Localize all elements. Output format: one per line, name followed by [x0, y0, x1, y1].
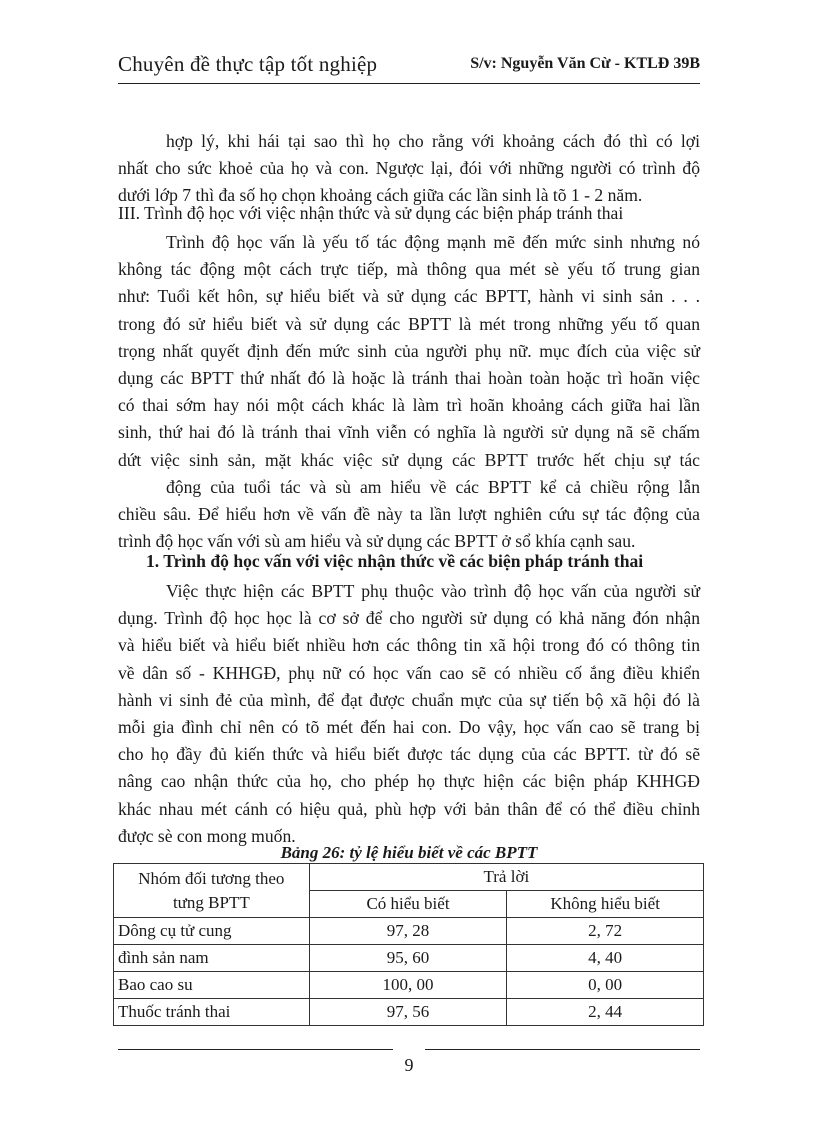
- method-name-cell: Thuốc tránh thai: [114, 999, 310, 1026]
- answer-header-cell: Trả lời: [309, 864, 703, 891]
- text-line: trọng nhất quyết định đến mức sinh của người phụ nữ. mục đích của việc sử: [118, 340, 700, 361]
- document-title: Chuyên đề thực tập tốt nghiệp: [118, 52, 378, 76]
- section-1-heading: 1. Trình độ học vấn với việc nhận thức về các biện pháp tránh thai: [146, 551, 644, 571]
- table-caption: Bảng 26: tỷ lệ hiểu biết về các BPTT: [280, 843, 538, 862]
- paragraph-1: [118, 128, 700, 210]
- text-line: trình độ học vấn với sù am hiểu và sử dụng các BPTT ở sổ khía cạnh sau.: [118, 531, 636, 552]
- method-name-cell: Bao cao su: [114, 972, 310, 999]
- text-line: chiều sâu. Để hiểu hơn về vấn đề này ta lần lượt nghiên cứu sự tác động của: [118, 503, 700, 524]
- unknown-value-cell: 4, 40: [507, 945, 704, 972]
- group-header-line: Nhóm đối tương theo: [138, 868, 285, 888]
- text-line: dưới lớp 7 thì đa số họ chọn khoảng cách giữa các lần sinh là tõ 1 - 2 năm.: [118, 185, 643, 206]
- page-header: [118, 52, 700, 82]
- text-line: như: Tuổi kết hôn, sự hiểu biết và sử dụng các BPTT, hành vi sinh sản . . .: [118, 286, 700, 307]
- table-row: [114, 972, 704, 999]
- text-line: hành vi sinh đẻ của mình, để đạt được chuẩn mực của sự tiến bộ xã hội đó là: [118, 689, 700, 710]
- header-divider: [118, 83, 700, 84]
- text-line: cho họ đầy đủ kiến thức và hiểu biết được tác dụng của các BPTT. từ đó sẽ: [118, 744, 700, 765]
- text-line: và hiểu biết và hiểu biết nhiều hơn các thông tin xã hội trong đó có thông tin: [118, 635, 700, 656]
- text-line: trong đó sử hiểu biết và sử dụng các BPTT là mét trong những yếu tố quan: [118, 313, 700, 334]
- text-line: dụng các BPTT thứ nhất đó là hoặc là tránh thai hoàn toàn hoặc trì hoãn việc: [118, 367, 700, 388]
- unknown-value-cell: 2, 44: [507, 999, 704, 1026]
- known-header-cell: Có hiểu biết: [309, 891, 507, 918]
- table-row: [114, 945, 704, 972]
- unknown-value-cell: 0, 00: [507, 972, 704, 999]
- table-row: [114, 999, 704, 1026]
- text-line: hợp lý, khi hái tại sao thì họ cho rằng với khoảng cách đó thì có lợi: [166, 131, 700, 151]
- section-iii-heading: III. Trình độ học với việc nhận thức và sử dụng các biện pháp tránh thai: [118, 203, 624, 223]
- text-line: mỗi gia đình chỉ nên có tõ mét đến hai con. Do vậy, học vấn cao sẽ trang bị: [118, 716, 700, 737]
- unknown-header-cell: Không hiểu biết: [507, 891, 704, 918]
- known-value-cell: 97, 56: [309, 999, 507, 1026]
- method-name-cell: Dông cụ tử cung: [114, 918, 310, 945]
- group-header-line: tưng BPTT: [172, 892, 250, 912]
- author-label: S/v: Nguyễn Văn Cừ - KTLĐ 39B: [470, 55, 700, 72]
- known-value-cell: 100, 00: [309, 972, 507, 999]
- text-line: về dân số - KHHGĐ, phụ nữ có học vấn cao sẽ có nhiều cố ắng điều khiển: [118, 662, 700, 683]
- text-line: không tác động một cách trực tiếp, mà thông qua mét sè yếu tố trung gian: [118, 259, 700, 280]
- text-line: Trình độ học vấn là yếu tố tác động mạnh mẽ đến mức sinh nhưng nó: [166, 232, 700, 252]
- footer-divider-right: [425, 1049, 700, 1050]
- method-name-cell: đình sản nam: [114, 945, 310, 972]
- page-number: 9: [404, 1055, 414, 1075]
- unknown-value-cell: 2, 72: [507, 918, 704, 945]
- text-line: được sè con mong muốn.: [118, 825, 296, 846]
- paragraph-2: [118, 229, 700, 555]
- footer-divider-left: [118, 1049, 393, 1050]
- table-header-row: [114, 864, 704, 891]
- awareness-table: [113, 863, 704, 1026]
- paragraph-3: [118, 578, 700, 850]
- text-line: Việc thực hiện các BPTT phụ thuộc vào trình độ học vấn của người sử: [166, 581, 700, 601]
- text-line: động của tuổi tác và sù am hiểu về các BPTT kể cả chiều rộng lẫn: [166, 476, 700, 497]
- table-row: [114, 918, 704, 945]
- text-line: dứt việc sinh sản, mặt khác việc sử dụng các BPTT trước hết chịu sự tác: [118, 449, 700, 470]
- text-line: nhất cho sức khoẻ của họ và con. Ngược lại, đói với những người có trình độ: [118, 158, 700, 179]
- group-header-cell: [114, 864, 310, 918]
- known-value-cell: 95, 60: [309, 945, 507, 972]
- text-line: nâng cao nhận thức của họ, cho phép họ thực hiện các biện pháp KHHGĐ: [118, 771, 700, 792]
- text-line: dụng. Trình độ học học là cơ sở để cho người sử dụng có khả năng đón nhận: [118, 608, 700, 629]
- text-line: sinh, thứ hai đó là tránh thai vĩnh viễn có nghĩa là người sử dụng nã sẽ chấm: [118, 422, 700, 443]
- known-value-cell: 97, 28: [309, 918, 507, 945]
- text-line: khác nhau mét cánh có hiệu quả, phù hợp với bản thân để có thể điều chỉnh: [118, 798, 700, 819]
- text-line: có thai sớm hay nói một cách khác là làm trì hoãn khoảng cách giữa hai lần: [118, 395, 700, 416]
